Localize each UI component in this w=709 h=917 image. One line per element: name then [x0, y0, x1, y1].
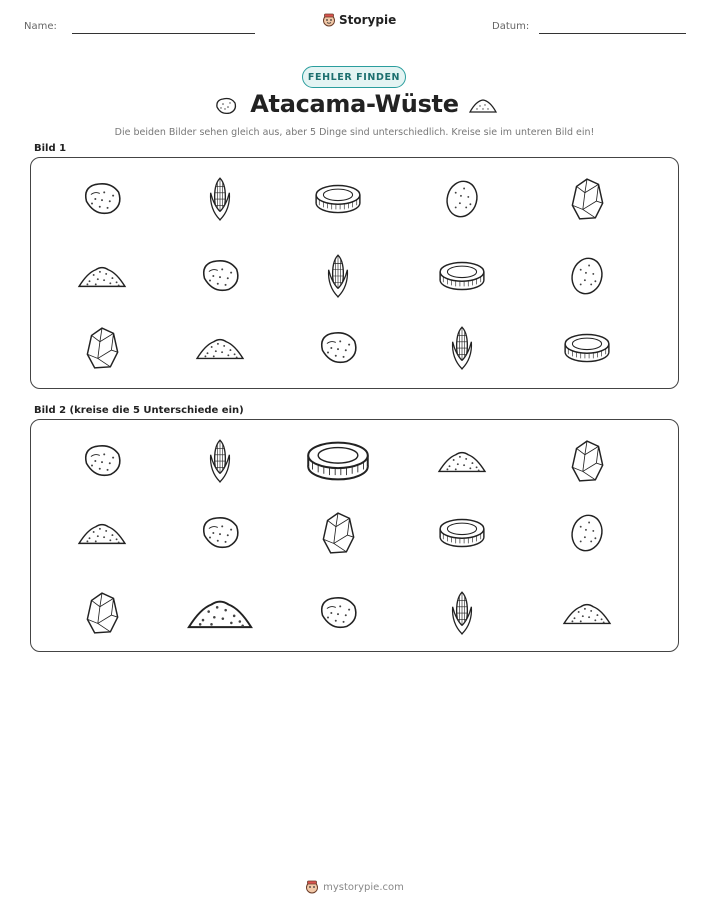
picture-1-rock-icon: [79, 179, 125, 223]
picture-2-panel[interactable]: [30, 419, 679, 652]
picture-1-coin-icon: [562, 331, 612, 369]
brand-logo: [322, 13, 396, 27]
footer-url: mystorypie.com: [323, 881, 404, 893]
name-field[interactable]: [72, 33, 255, 34]
picture-2-sand-icon[interactable]: [562, 599, 612, 631]
picture-2-sand-icon[interactable]: [77, 519, 127, 551]
picture-1-crystal-icon: [567, 176, 607, 226]
picture-1-coin-icon: [313, 182, 363, 220]
picture-1-crystal-icon: [82, 325, 122, 375]
picture-1-sand-icon: [77, 262, 127, 294]
date-label: Datum:: [492, 21, 530, 32]
picture-1-corn-icon: [324, 251, 352, 305]
picture-2-crystal-icon[interactable]: [318, 510, 358, 560]
picture-2-corn-icon[interactable]: [206, 436, 234, 490]
footer: [0, 880, 709, 894]
worksheet-header: [0, 0, 709, 50]
picture-2-rock-icon[interactable]: [197, 513, 243, 557]
picture-2-coin-icon[interactable]: [437, 516, 487, 554]
picture-1-corn-icon: [448, 323, 476, 377]
picture-1-rock-icon: [315, 328, 361, 372]
date-field[interactable]: [539, 33, 686, 34]
page-title: Atacama-Wüste: [250, 90, 459, 118]
picture-2-rock-icon[interactable]: [315, 593, 361, 637]
picture-2-sand-icon[interactable]: [437, 447, 487, 479]
picture-2-crystal-icon[interactable]: [567, 438, 607, 488]
picture-2-coin-icon[interactable]: [304, 438, 372, 488]
picture-1-panel: [30, 157, 679, 389]
activity-badge: FEHLER FINDEN: [302, 66, 406, 88]
brand-name: Storypie: [339, 13, 397, 27]
picture-1-potato-icon: [440, 178, 484, 224]
picture-1-coin-icon: [437, 259, 487, 297]
picture-2-corn-icon[interactable]: [448, 588, 476, 642]
storypie-mascot-icon: [322, 13, 336, 27]
picture-2-label: Bild 2 (kreise die 5 Unterschiede ein): [34, 405, 244, 416]
instructions: Die beiden Bilder sehen gleich aus, aber 5 Dinge sind unterschiedlich. Kreise sie im unteren Bild ein!: [114, 127, 595, 138]
name-label: Name:: [24, 21, 57, 32]
storypie-mascot-icon: [305, 880, 319, 894]
picture-2-sand-icon[interactable]: [186, 594, 254, 636]
picture-2-rock-icon[interactable]: [79, 441, 125, 485]
picture-1-potato-icon: [565, 255, 609, 301]
picture-1-sand-icon: [195, 334, 245, 366]
sand-pile-icon: [468, 98, 498, 114]
picture-1-label: Bild 1: [34, 143, 67, 154]
picture-1-corn-icon: [206, 174, 234, 228]
picture-1-rock-icon: [197, 256, 243, 300]
picture-2-potato-icon[interactable]: [565, 512, 609, 558]
picture-2-crystal-icon[interactable]: [82, 590, 122, 640]
